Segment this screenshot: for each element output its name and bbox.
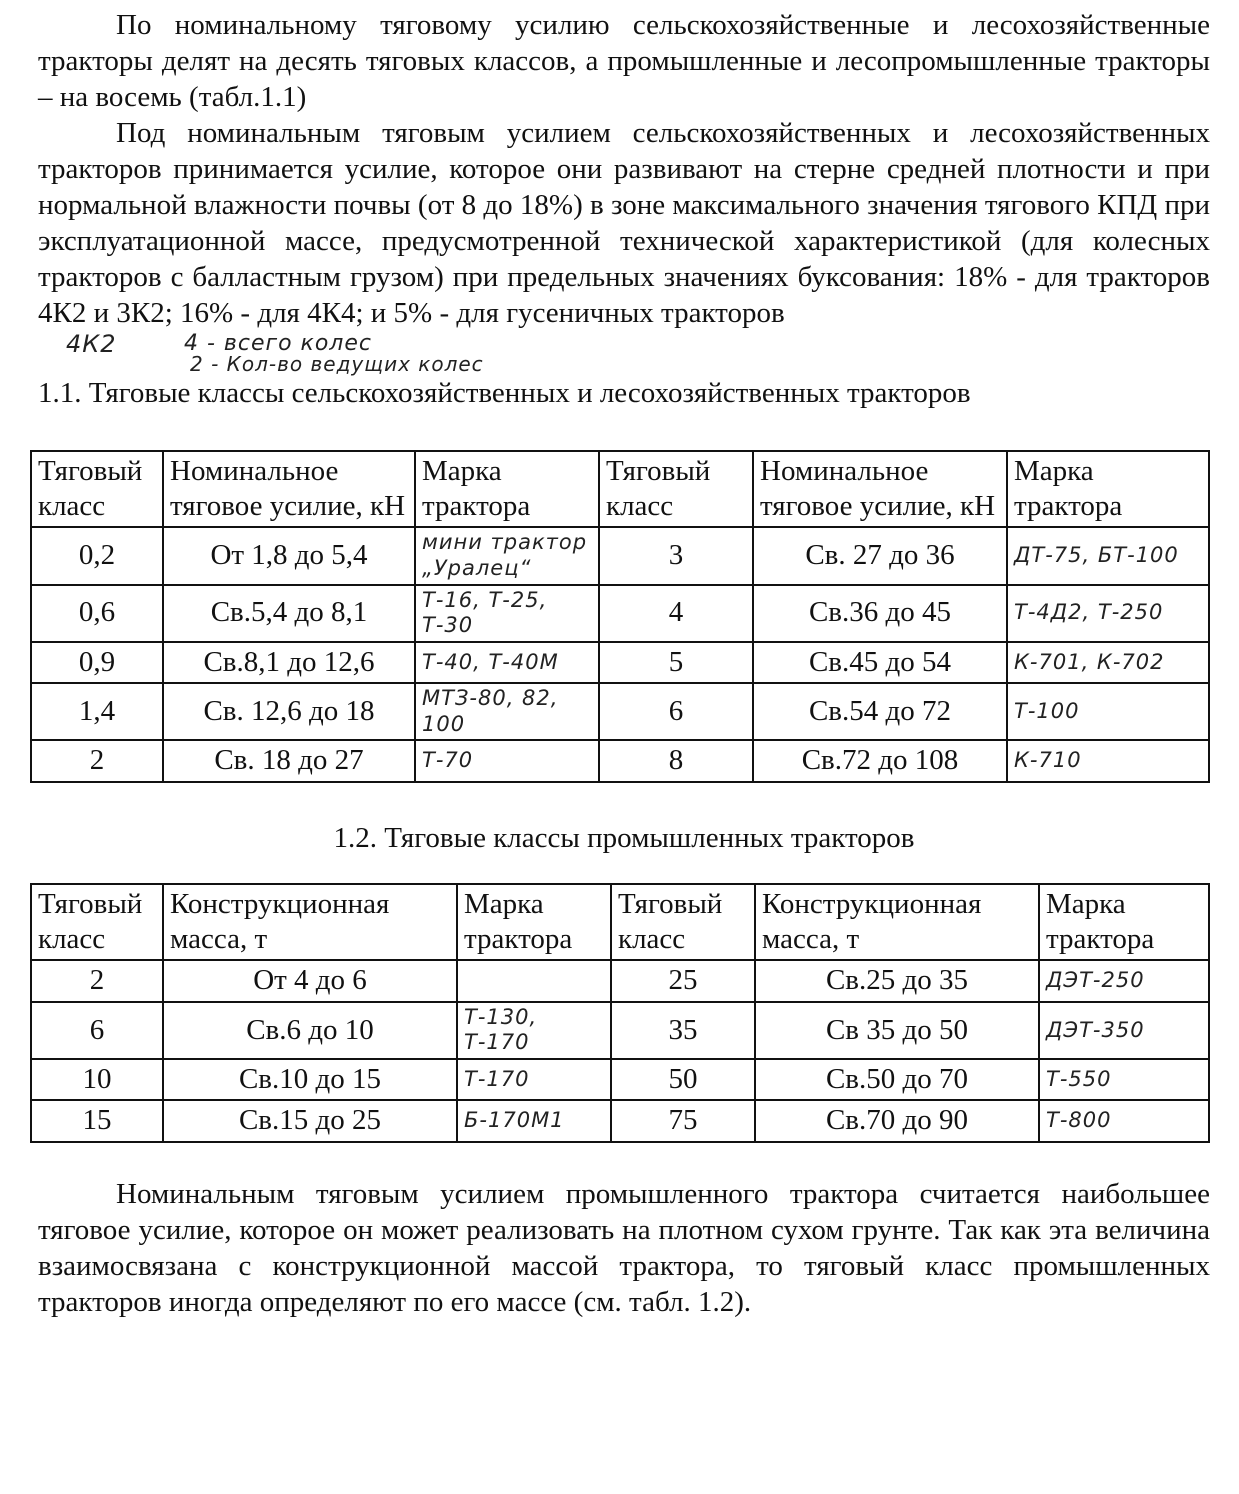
table-cell: 0,6 [31, 585, 163, 642]
handwritten-note [38, 330, 1210, 376]
table-cell-handwritten: К-701, К-702 [1007, 642, 1209, 683]
table-header-cell: Марка трактора [1007, 451, 1209, 528]
table-header-cell: Марка трактора [415, 451, 599, 528]
table-cell: 8 [599, 740, 753, 781]
table-cell: 6 [599, 683, 753, 740]
table-cell-handwritten: ДЭТ-350 [1039, 1002, 1209, 1059]
table-header-cell: Конструкционная масса, т [755, 884, 1039, 961]
table-header-cell: Тяговый класс [31, 451, 163, 528]
table-header-cell: Номинальное тяговое усилие, кН [163, 451, 415, 528]
table-cell-handwritten: Т-70 [415, 740, 599, 781]
table-cell: Св.8,1 до 12,6 [163, 642, 415, 683]
table-cell: 0,2 [31, 527, 163, 584]
table-cell-handwritten: Т-100 [1007, 683, 1209, 740]
table-cell-handwritten: Т-170 [457, 1059, 611, 1100]
table-cell: Св.25 до 35 [755, 960, 1039, 1001]
closing-paragraph: Номинальным тяговым усилием промышленного трактора считается наибольшее тяговое усилие, которое он может реализовать на плотном сухом грунте. Так как эта величина взаимосвязана с конструкционной массой трактора, то тяговый класс промышленных тракторов иногда определяют по его массе (см. табл. 1.2). [38, 1177, 1210, 1318]
table-header-cell: Тяговый класс [611, 884, 755, 961]
table-cell-handwritten: Б-170М1 [457, 1100, 611, 1141]
table-row [31, 740, 1209, 781]
table-cell: От 4 до 6 [163, 960, 457, 1001]
table-cell: Св.15 до 25 [163, 1100, 457, 1141]
table-header-cell: Конструкционная масса, т [163, 884, 457, 961]
table-cell-handwritten: Т-130, Т-170 [457, 1002, 611, 1059]
table-header-cell: Номинальное тяговое усилие, кН [753, 451, 1007, 528]
table-cell-handwritten: ДЭТ-250 [1039, 960, 1209, 1001]
table-cell: 0,9 [31, 642, 163, 683]
handwritten-note-line-1: 4 - всего колес [184, 330, 372, 356]
table-row [31, 1002, 1209, 1059]
table-cell: Св. 18 до 27 [163, 740, 415, 781]
intro-paragraph-2: Под номинальным тяговым усилием сельскохозяйственных и лесохозяйственных тракторов принимается усилие, которое они развивают на стерне средней плотности и при нормальной влажности почвы (от 8 до 18%) в зоне максимального значения тягового КПД при эксплуатационной массе, предусмотренной технической характеристикой (для колесных тракторов с балластным грузом) при предельных значениях буксования: 18% - для тракторов 4К2 и 3К2; 16% - для 4К4; и 5% - для гусеничных тракторов [38, 116, 1210, 329]
table-cell: 25 [611, 960, 755, 1001]
table-row [31, 585, 1209, 642]
table-row [31, 642, 1209, 683]
table-cell: 15 [31, 1100, 163, 1141]
table-cell-handwritten: ДТ-75, БТ-100 [1007, 527, 1209, 584]
intro-paragraph-1: По номинальному тяговому усилию сельскохозяйственные и лесохозяйственные тракторы делят на десять тяговых классов, а промышленные и лесопромышленные тракторы – на восемь (табл.1.1) [38, 9, 1210, 113]
table-cell-handwritten: Т-4Д2, Т-250 [1007, 585, 1209, 642]
table-cell: Св.6 до 10 [163, 1002, 457, 1059]
document-page [38, 8, 1210, 1321]
table-cell: 5 [599, 642, 753, 683]
table-cell: 6 [31, 1002, 163, 1059]
table-cell: Св.36 до 45 [753, 585, 1007, 642]
table-cell: Св.70 до 90 [755, 1100, 1039, 1141]
table-row [31, 1059, 1209, 1100]
table-cell-handwritten: Т-550 [1039, 1059, 1209, 1100]
table-row [31, 683, 1209, 740]
table-cell: 50 [611, 1059, 755, 1100]
table-cell-handwritten: Т-16, Т-25, Т-30 [415, 585, 599, 642]
table-row [31, 527, 1209, 584]
table-cell: Св 35 до 50 [755, 1002, 1039, 1059]
table-cell: 3 [599, 527, 753, 584]
table-cell: От 1,8 до 5,4 [163, 527, 415, 584]
table-cell: Св.50 до 70 [755, 1059, 1039, 1100]
table-2-industrial-traction-classes [30, 883, 1210, 1143]
table-cell-handwritten: К-710 [1007, 740, 1209, 781]
table-header-cell: Марка трактора [457, 884, 611, 961]
table-header-cell: Марка трактора [1039, 884, 1209, 961]
table-cell-handwritten [457, 960, 611, 1001]
table-cell: 10 [31, 1059, 163, 1100]
table-row [31, 960, 1209, 1001]
table-1-caption: 1.1. Тяговые классы сельскохозяйственных и лесохозяйственных тракторов [38, 376, 971, 409]
table-cell-handwritten: МТЗ-80, 82, 100 [415, 683, 599, 740]
table-cell-handwritten: Т-40, Т-40М [415, 642, 599, 683]
table-cell: 2 [31, 960, 163, 1001]
table-cell-handwritten: Т-800 [1039, 1100, 1209, 1141]
table-cell: Св. 27 до 36 [753, 527, 1007, 584]
table-cell: Св.72 до 108 [753, 740, 1007, 781]
table-header-row [31, 884, 1209, 961]
table-header-cell: Тяговый класс [31, 884, 163, 961]
table-cell: Св.10 до 15 [163, 1059, 457, 1100]
table-cell: 75 [611, 1100, 755, 1141]
table-cell-handwritten: мини трактор „Уралец“ [415, 527, 599, 584]
table-cell: 35 [611, 1002, 755, 1059]
table-2-caption: 1.2. Тяговые классы промышленных тракторов [333, 821, 915, 854]
table-cell: 4 [599, 585, 753, 642]
handwritten-note-code: 4К2 [66, 329, 117, 358]
table-header-cell: Тяговый класс [599, 451, 753, 528]
table-cell: Св. 12,6 до 18 [163, 683, 415, 740]
table-header-row [31, 451, 1209, 528]
table-cell: Св.45 до 54 [753, 642, 1007, 683]
table-cell: Св.54 до 72 [753, 683, 1007, 740]
table-1-agricultural-traction-classes [30, 450, 1210, 783]
table-cell: 2 [31, 740, 163, 781]
handwritten-note-line-2: 2 - Кол-во ведущих колес [190, 351, 484, 376]
table-row [31, 1100, 1209, 1141]
table-cell: Св.5,4 до 8,1 [163, 585, 415, 642]
table-cell: 1,4 [31, 683, 163, 740]
